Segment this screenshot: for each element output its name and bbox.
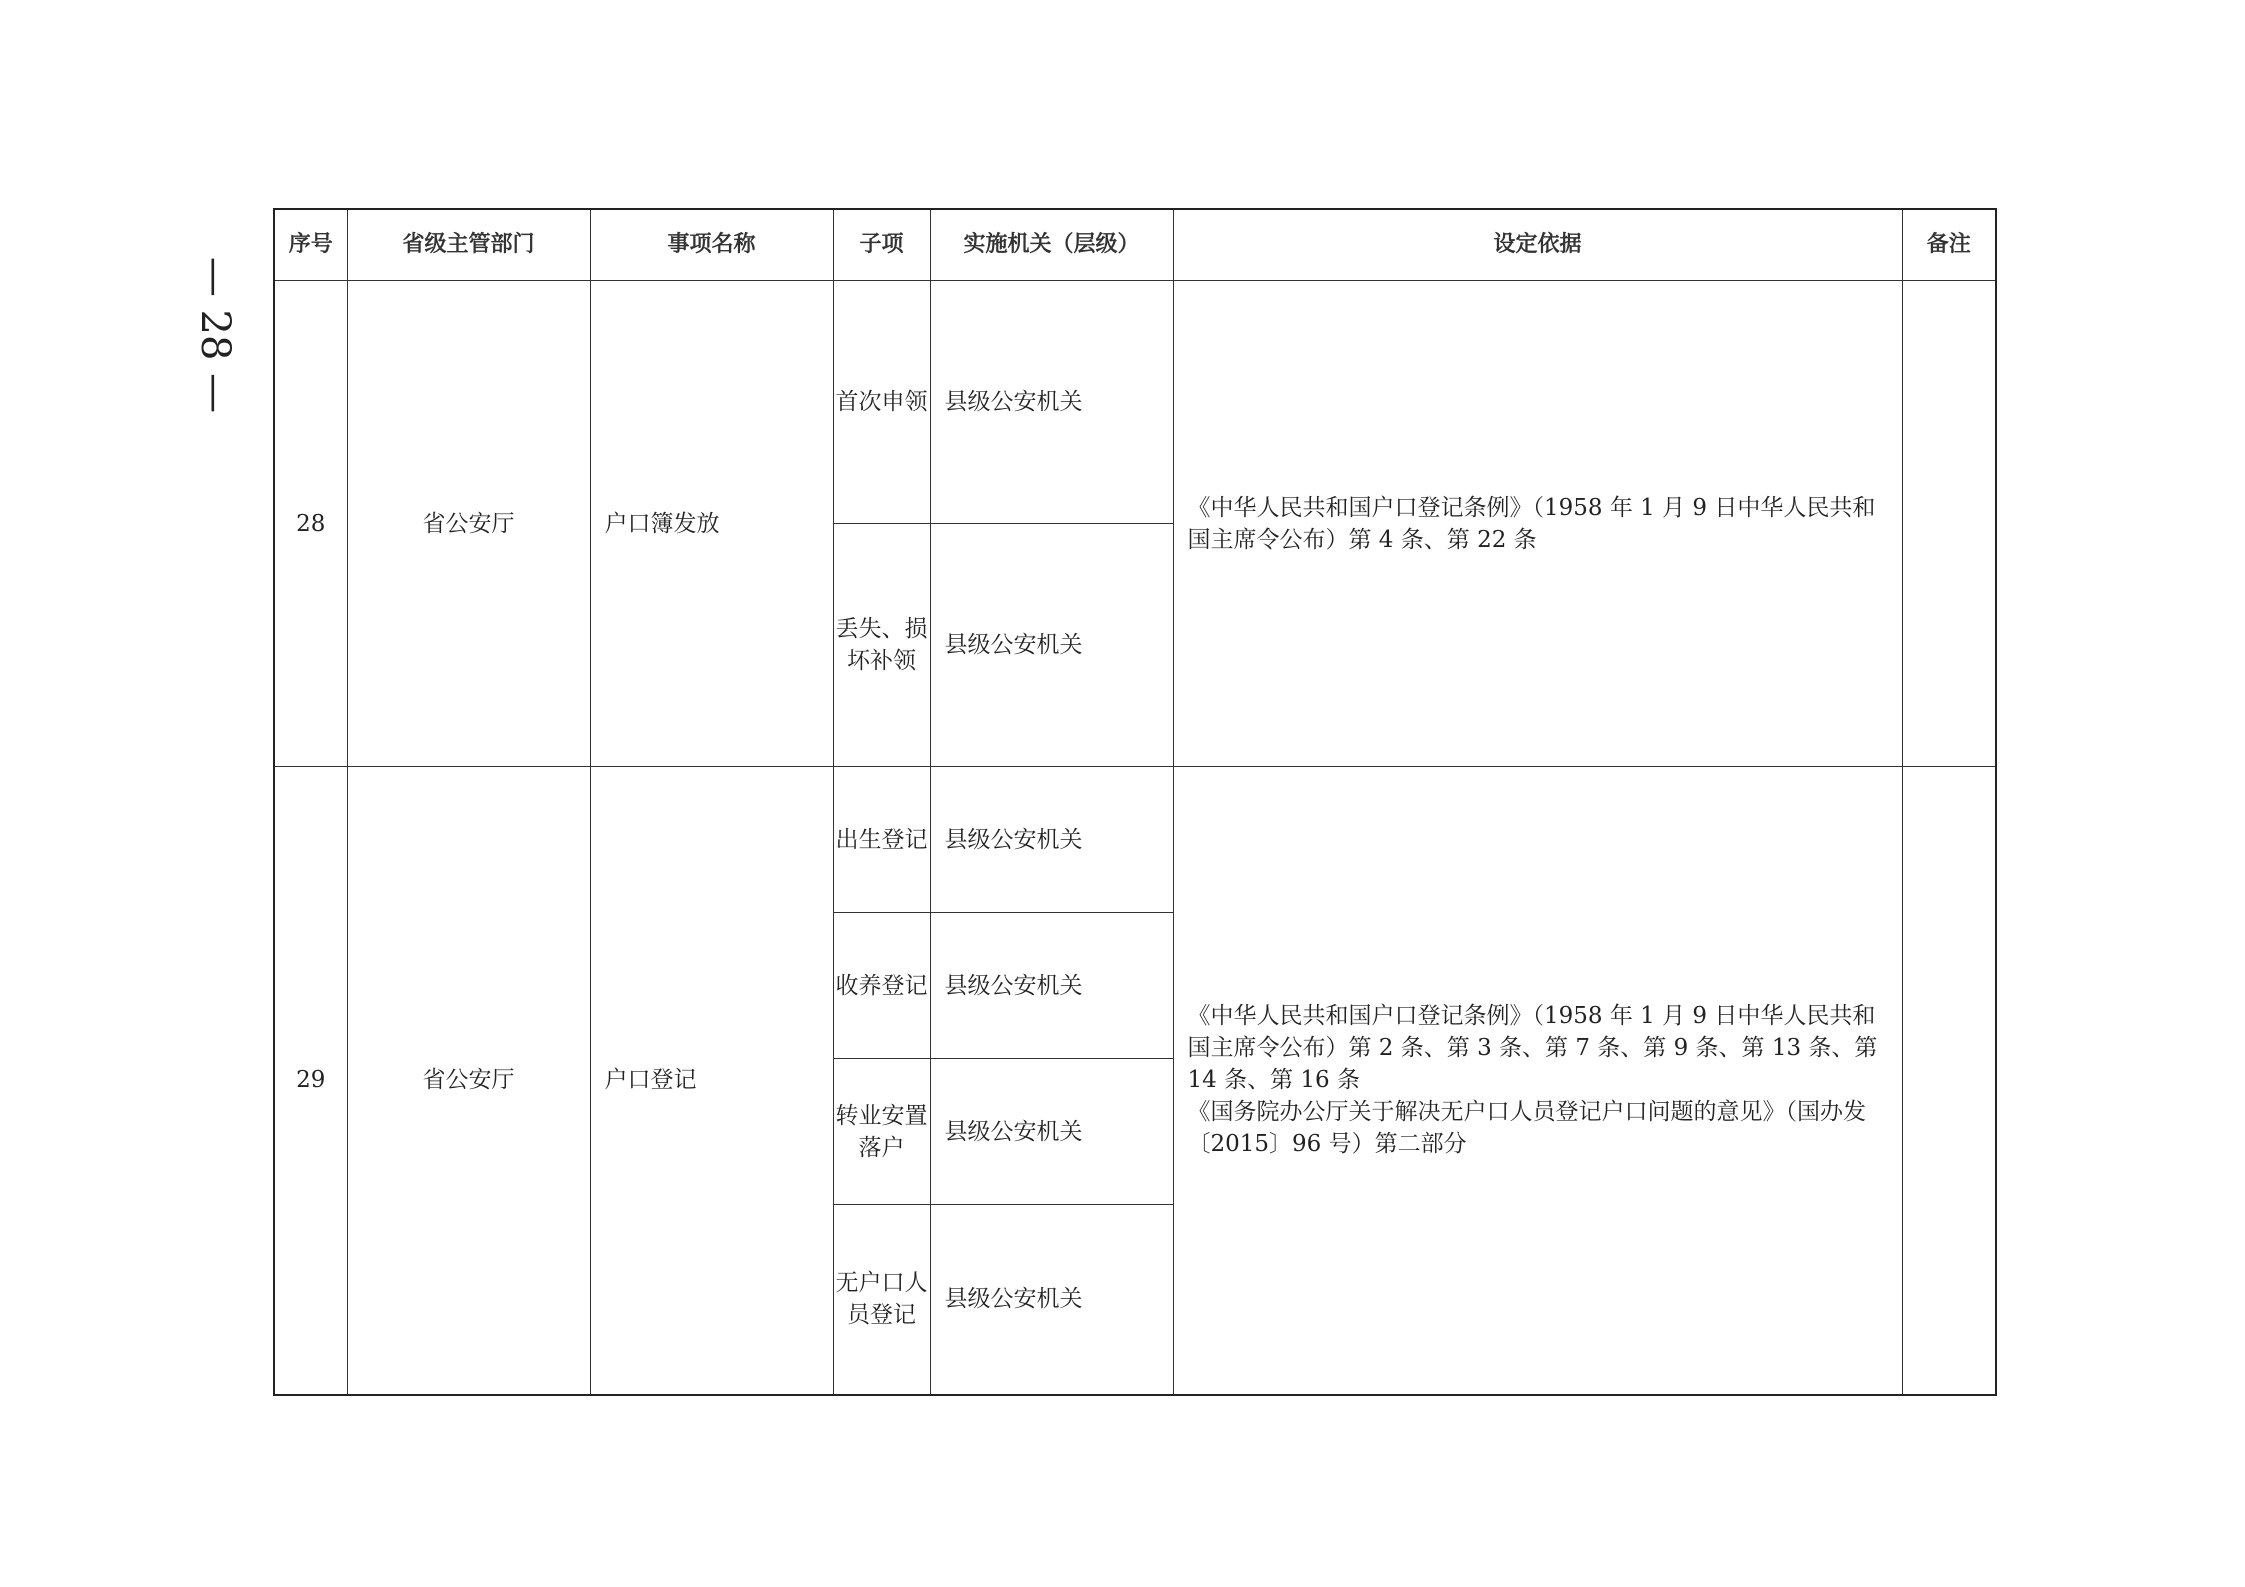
header-basis: 设定依据 xyxy=(1173,209,1902,281)
row-item-name: 户口簿发放 xyxy=(590,281,833,767)
sub-item-agency: 县级公安机关 xyxy=(930,524,1173,767)
sub-item-name: 出生登记 xyxy=(833,767,930,913)
row-basis xyxy=(1173,281,1902,767)
sub-item-name: 首次申领 xyxy=(833,281,930,524)
row-basis xyxy=(1173,767,1902,1395)
page-number: — 28 — xyxy=(192,256,238,414)
row-department: 省公安厅 xyxy=(347,281,590,767)
sub-item-agency: 县级公安机关 xyxy=(930,1059,1173,1205)
sub-item-agency: 县级公安机关 xyxy=(930,1205,1173,1395)
sub-item-name: 收养登记 xyxy=(833,913,930,1059)
items-table xyxy=(273,208,1997,1396)
basis-line: 《中华人民共和国户口登记条例》（1958 年 1 月 9 日中华人民共和国主席令公布）第 2 条、第 3 条、第 7 条、第 9 条、第 13 条、第 14 条、第 16 条 xyxy=(1187,1003,1878,1094)
row-index: 29 xyxy=(274,767,347,1395)
row-remarks xyxy=(1902,281,1996,767)
sub-item-agency: 县级公安机关 xyxy=(930,913,1173,1059)
sub-item-name: 转业安置落户 xyxy=(833,1059,930,1205)
row-item-name: 户口登记 xyxy=(590,767,833,1395)
sub-item-name: 丢失、损坏补领 xyxy=(833,524,930,767)
table-row xyxy=(274,767,1996,913)
header-index: 序号 xyxy=(274,209,347,281)
sub-item-name: 无户口人员登记 xyxy=(833,1205,930,1395)
header-agency: 实施机关（层级） xyxy=(930,209,1173,281)
header-sub-item: 子项 xyxy=(833,209,930,281)
header-remarks: 备注 xyxy=(1902,209,1996,281)
header-item-name: 事项名称 xyxy=(590,209,833,281)
row-index: 28 xyxy=(274,281,347,767)
sub-item-agency: 县级公安机关 xyxy=(930,281,1173,524)
row-remarks xyxy=(1902,767,1996,1395)
table-header-row xyxy=(274,209,1996,281)
header-department: 省级主管部门 xyxy=(347,209,590,281)
basis-line: 《中华人民共和国户口登记条例》（1958 年 1 月 9 日中华人民共和国主席令公布）第 4 条、第 22 条 xyxy=(1187,494,1876,553)
sub-item-agency: 县级公安机关 xyxy=(930,767,1173,913)
row-department: 省公安厅 xyxy=(347,767,590,1395)
basis-line: 《国务院办公厅关于解决无户口人员登记户口问题的意见》（国办发〔2015〕96 号）第二部分 xyxy=(1187,1099,1866,1158)
table-row xyxy=(274,281,1996,524)
